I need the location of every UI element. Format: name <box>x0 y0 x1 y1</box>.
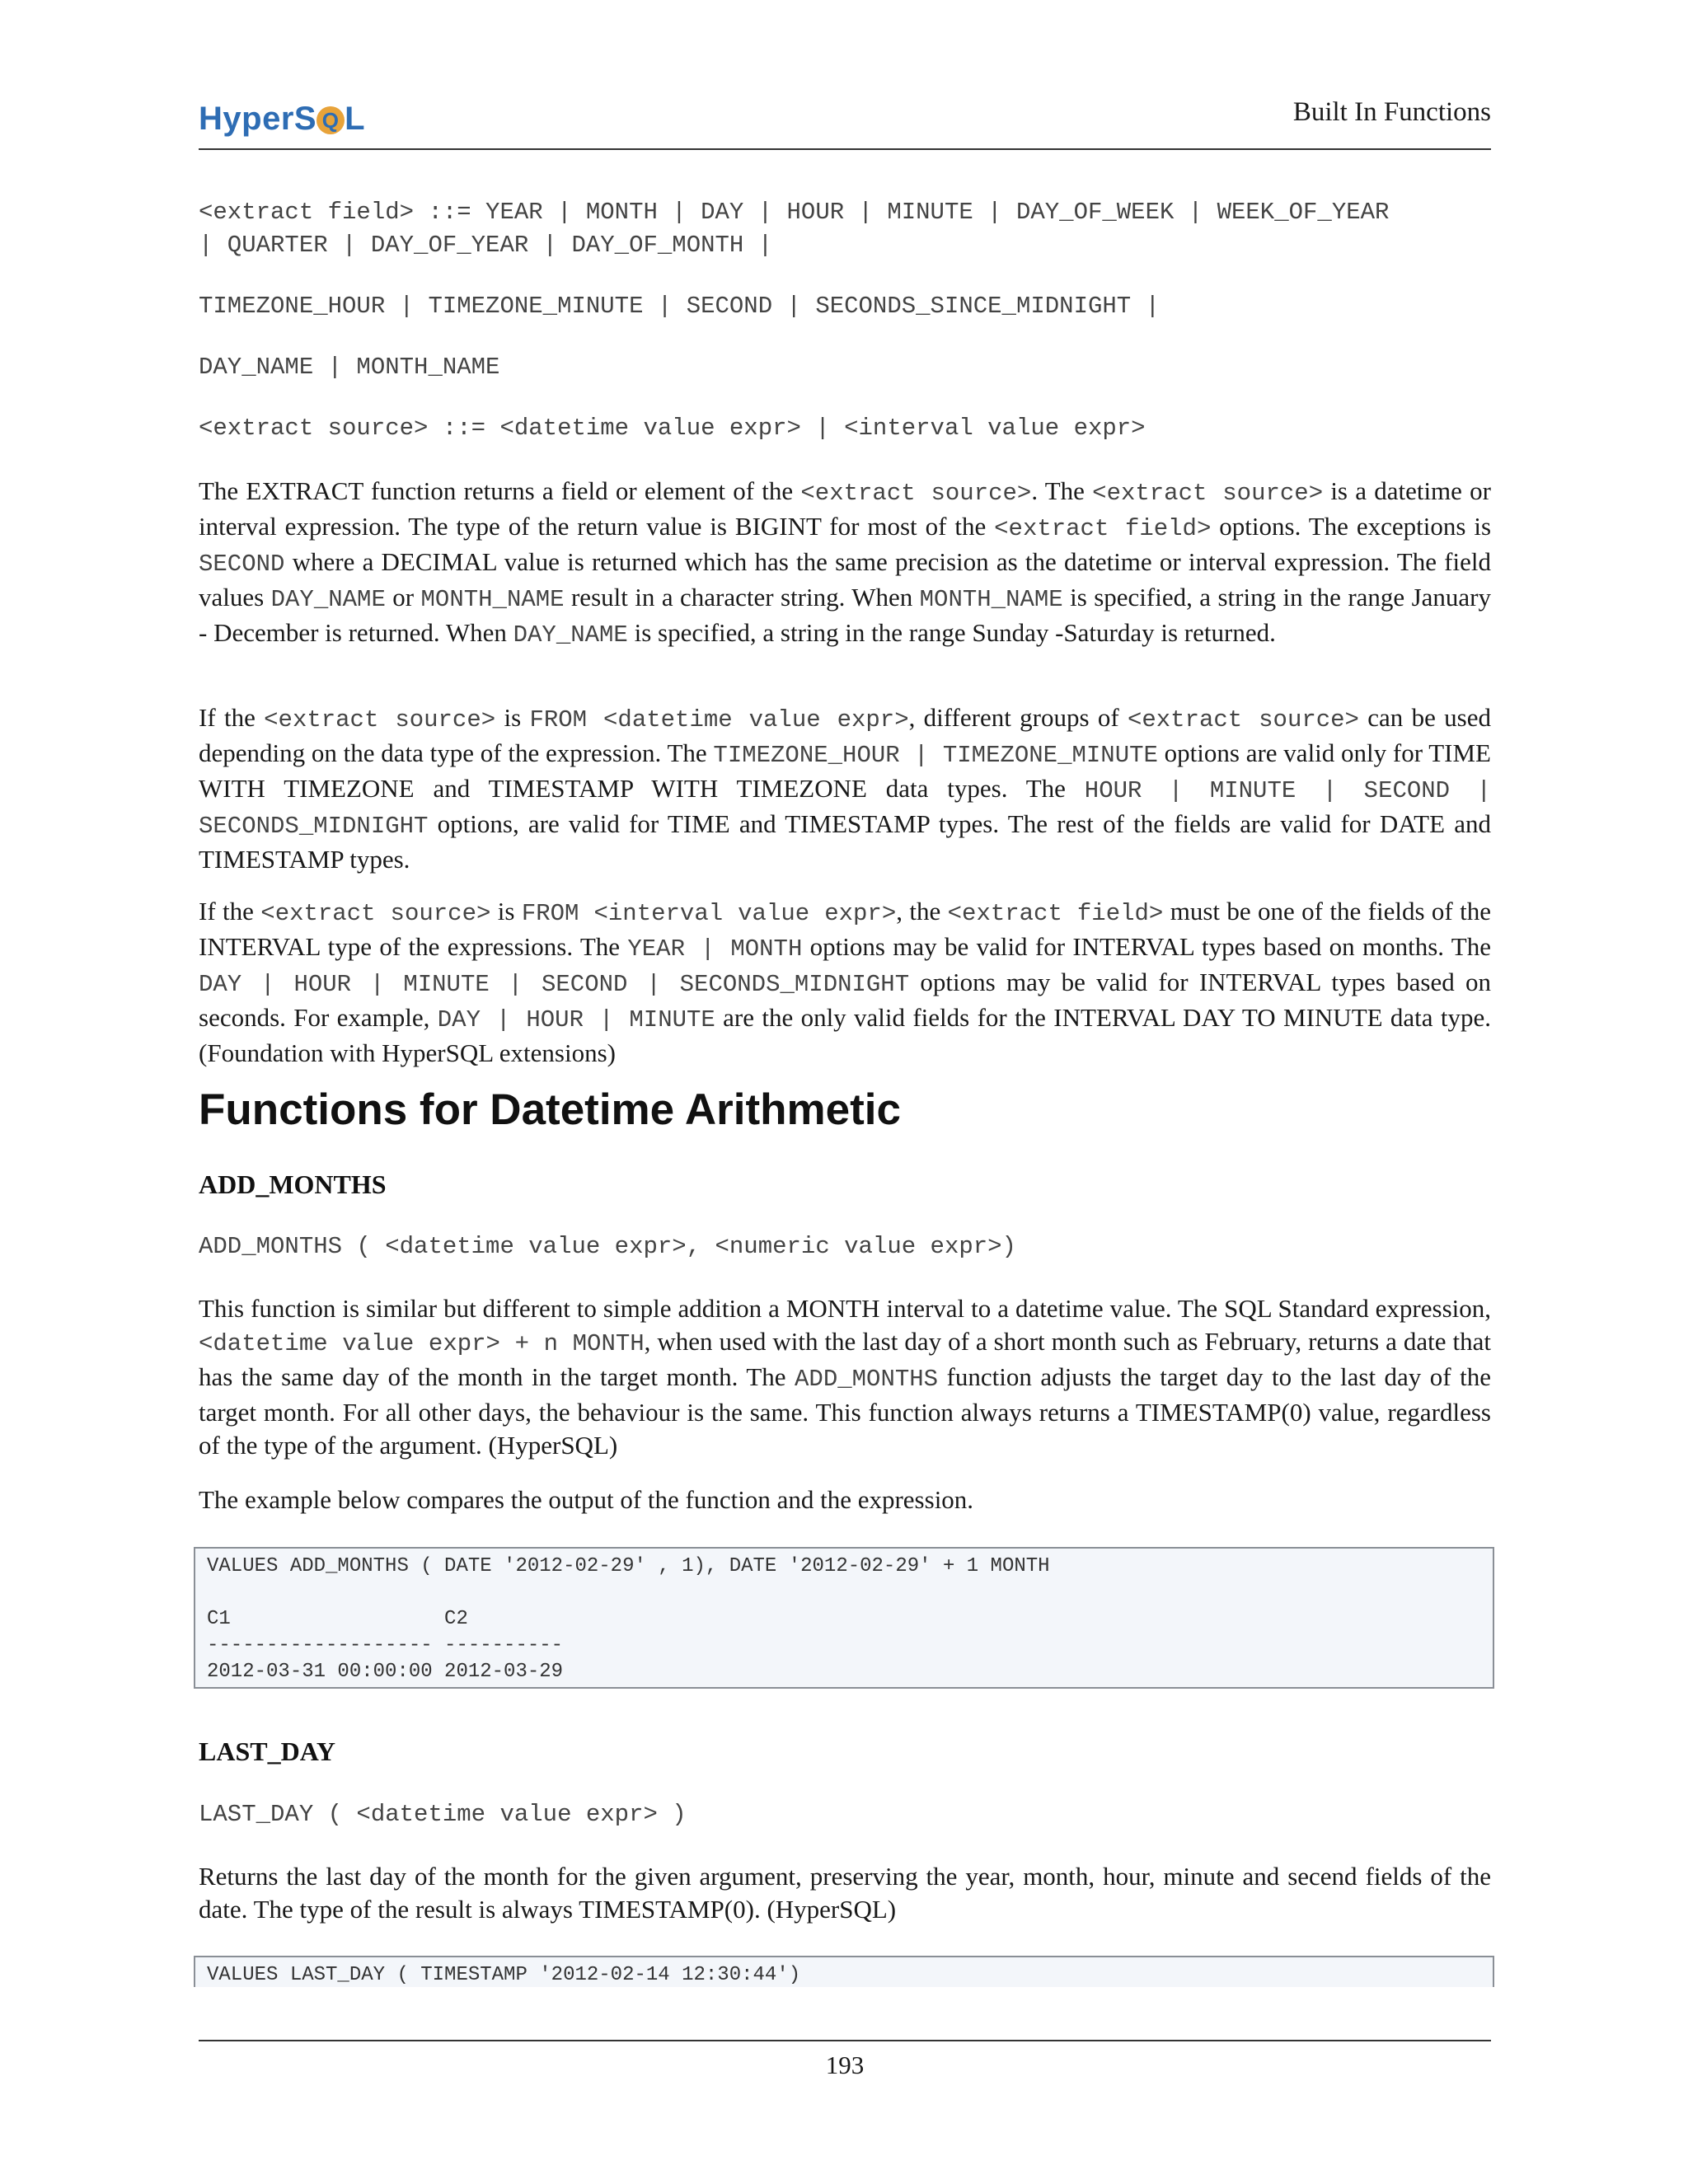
last-day-code-example: VALUES LAST_DAY ( TIMESTAMP '2012-02-14 12:30:44') <box>194 1956 1494 1987</box>
add-months-description: This function is similar but different to simple addition a MONTH interval to a datetime value. The SQL Standard expression, <datetime value expr> + n MONTH, when used with the last day of a short month such as February, returns a date that has the same day of the month in the target month. The ADD_MONTHS function adjusts the target day to the last day of the target month. For all other days, the behaviour is the same. This function always returns a TIMESTAMP(0) value, regardless of the type of the argument. (HyperSQL) <box>199 1294 1491 1460</box>
section-heading: Functions for Datetime Arithmetic <box>199 1085 902 1134</box>
add-months-example-intro: The example below compares the output of the function and the expression. <box>199 1485 974 1514</box>
add-months-heading: ADD_MONTHS <box>199 1169 387 1199</box>
add-months-syntax: ADD_MONTHS ( <datetime value expr>, <numeric value expr>) <box>199 1233 1016 1260</box>
hypersql-logo: HyperS Q L <box>199 101 365 137</box>
last-day-heading: LAST_DAY <box>199 1736 335 1766</box>
header-title: Built In Functions <box>1292 97 1491 127</box>
datetime-source-paragraph: If the <extract source> is FROM <datetime value expr>, different groups of <extract source> can be used depending on the data type of the expression. The TIMEZONE_HOUR | TIMEZONE_MINUTE options are valid only for TIME WITH TIMEZONE and TIMESTAMP WITH TIMEZONE data types. The HOUR | MINUTE | SECOND | SECONDS_MIDNIGHT options, are valid for TIME and TIMESTAMP types. The rest of the fields are valid for DATE and TIMESTAMP types. <box>199 703 1491 874</box>
extract-field-syntax-line-1: <extract field> ::= YEAR | MONTH | DAY | HOUR | MINUTE | DAY_OF_WEEK | WEEK_OF_YEAR <box>199 199 1390 226</box>
extract-source-syntax: <extract source> ::= <datetime value expr> | <interval value expr> <box>199 415 1146 442</box>
extract-field-syntax-line-2: | QUARTER | DAY_OF_YEAR | DAY_OF_MONTH | <box>199 232 773 259</box>
footer-divider <box>199 2040 1491 2041</box>
last-day-description: Returns the last day of the month for the given argument, preserving the year, month, hour, minute and secend fields of the date. The type of the result is always TIMESTAMP(0). (HyperSQL) <box>199 1862 1491 1924</box>
page-number: 193 <box>825 2050 865 2079</box>
extract-field-syntax-line-4: DAY_NAME | MONTH_NAME <box>199 354 500 381</box>
add-months-code-example: VALUES ADD_MONTHS ( DATE '2012-02-29' , 1), DATE '2012-02-29' + 1 MONTH C1 C2 ------------------- ---------- 2012-03-31 00:00:00 2012-03-29 <box>194 1547 1494 1689</box>
extract-field-syntax-line-3: TIMEZONE_HOUR | TIMEZONE_MINUTE | SECOND | SECONDS_SINCE_MIDNIGHT | <box>199 293 1160 320</box>
extract-description-paragraph: The EXTRACT function returns a field or element of the <extract source>. The <extract source> is a datetime or interval expression. The type of the return value is BIGINT for most of the <extract field> options. The exceptions is SECOND where a DECIMAL value is returned which has the same precision as the datetime or interval expression. The field values DAY_NAME or MONTH_NAME result in a character string. When MONTH_NAME is specified, a string in the range January - December is returned. When DAY_NAME is specified, a string in the range Sunday -Saturday is returned. <box>199 476 1492 649</box>
page-header <box>199 91 1491 150</box>
interval-source-paragraph: If the <extract source> is FROM <interval value expr>, the <extract field> must be one of the fields of the INTERVAL type of the expressions. The YEAR | MONTH options may be valid for INTERVAL types based on months. The DAY | HOUR | MINUTE | SECOND | SECONDS_MIDNIGHT options may be valid for INTERVAL types based on seconds. For example, DAY | HOUR | MINUTE are the only valid fields for the INTERVAL DAY TO MINUTE data type. (Foundation with HyperSQL extensions) <box>199 897 1492 1067</box>
last-day-syntax: LAST_DAY ( <datetime value expr> ) <box>199 1801 687 1828</box>
logo-magnifier-icon: Q <box>316 106 345 134</box>
